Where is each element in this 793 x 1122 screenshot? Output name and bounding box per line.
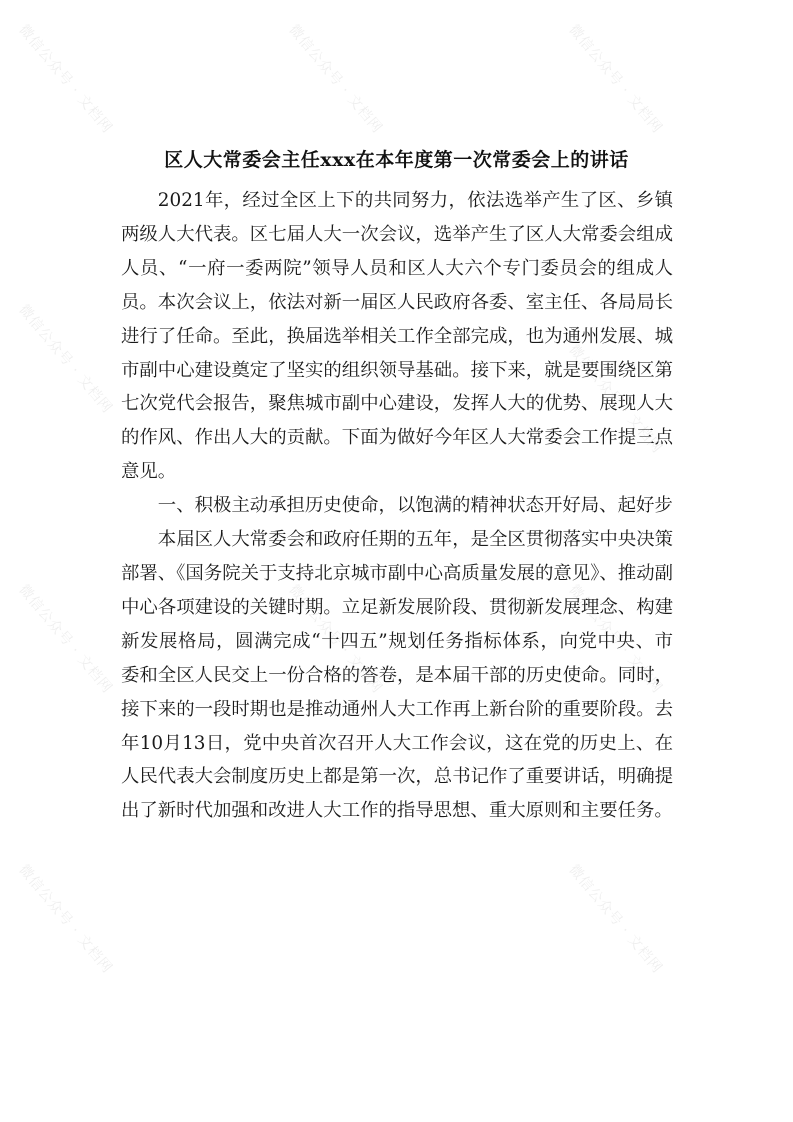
watermark: 微信公众号 · 文档网 <box>15 861 116 977</box>
watermark: 微信公众号 · 文档网 <box>565 581 666 697</box>
watermark: 微信公众号 · 文档网 <box>15 581 116 697</box>
watermark: 微信公众号 · 文档网 <box>15 21 116 137</box>
paragraph: 2021年，经过全区上下的共同努力，依法选举产生了区、乡镇两级人大代表。区七届人大一次会议，选举产生了区人大常委会组成人员、“一府一委两院”领导人员和区人大六个专门委员会的组成人员。本次会议上，依法对新一届区人民政府各委、室主任、各局局长进行了任命。至此，换届选举相关工作全部完成，也为通州发展、城市副中心建设奠定了坚实的组织领导基础。接下来，就是要围绕区第七次党代会报告，聚焦城市副中心建设，发挥人大的优势、展现人大的作风、作出人大的贡献。下面为做好今年区人大常委会工作提三点意见。 <box>121 190 673 483</box>
watermark: 微信公众号 · 文档网 <box>565 861 666 977</box>
watermark: 微信公众号 · 文档网 <box>565 341 666 457</box>
watermark: 微信公众号 · 文档网 <box>565 21 666 137</box>
section-heading: 一、积极主动承担历史使命，以饱满的精神状态开好局、起好步 <box>157 495 673 517</box>
watermark: 微信公众号 · 文档网 <box>285 581 386 697</box>
paragraph: 本届区人大常委会和政府任期的五年，是全区贯彻落实中央决策部署、《国务院关于支持北京城市副中心高质量发展的意见》、推动副中心各项建设的关键时期。立足新发展阶段、贯彻新发展理念、构建新发展格局，圆满完成“十四五”规划任务指标体系，向党中央、市委和全区人民交上一份合格的答卷，是本届干部的历史使命。同时，接下来的一段时期也是推动通州人大工作再上新台阶的重要阶段。去年10月13日，党中央首次召开人大工作会议，这在党的历史上、在人民代表大会制度历史上都是第一次，总书记作了重要讲话，明确提出了新时代加强和改进人大工作的指导思想、重大原则和主要任务。 <box>121 529 673 822</box>
watermark: 微信公众号 · 文档网 <box>15 301 116 417</box>
watermark: 微信公众号 · 文档网 <box>285 21 386 137</box>
document-body <box>121 184 673 828</box>
document-title: 区人大常委会主任xxx在本年度第一次常委会上的讲话 <box>164 148 629 171</box>
